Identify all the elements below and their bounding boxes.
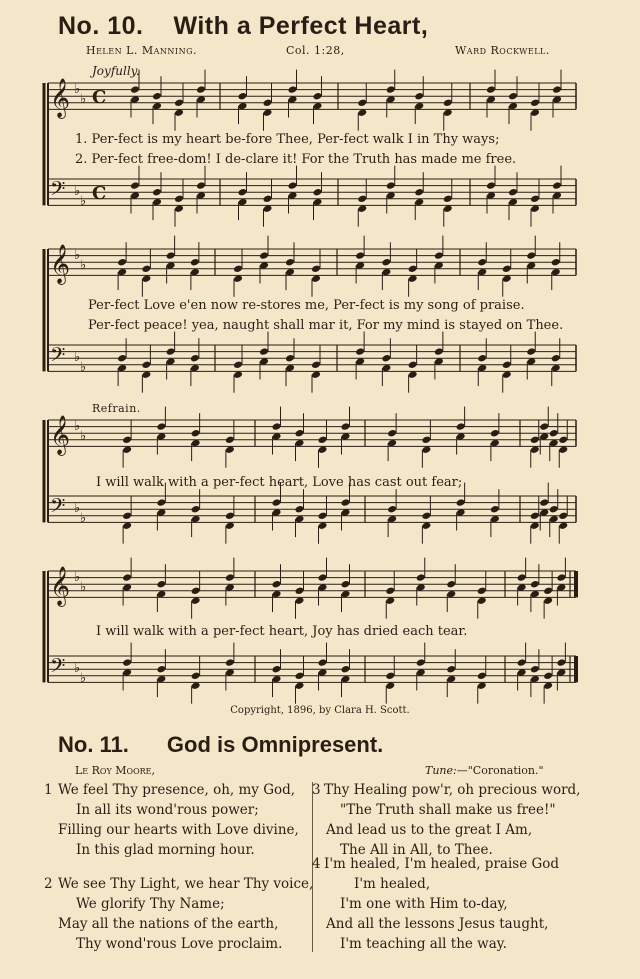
stanza-line: We see Thy Light, we hear Thy voice, bbox=[58, 876, 314, 892]
treble-clef-icon: 𝄞 bbox=[50, 415, 71, 455]
note-head bbox=[272, 498, 282, 507]
stanza-line: "The Truth shall make us free!" bbox=[340, 802, 556, 818]
note-head bbox=[549, 505, 559, 514]
note-head bbox=[502, 265, 512, 274]
flat-icon: ♭ bbox=[74, 248, 81, 263]
note-head bbox=[490, 429, 500, 438]
note-head bbox=[225, 658, 235, 667]
note-head bbox=[263, 99, 273, 108]
note-head bbox=[551, 354, 561, 363]
note-head bbox=[196, 85, 206, 94]
note-head bbox=[386, 85, 396, 94]
note-head bbox=[191, 587, 201, 596]
note-head bbox=[225, 512, 235, 521]
note-head bbox=[551, 258, 561, 267]
note-head bbox=[141, 265, 151, 274]
stanza-line: And all the lessons Jesus taught, bbox=[326, 916, 549, 932]
time-signature: C bbox=[92, 183, 107, 204]
note-head bbox=[285, 258, 295, 267]
refrain-label: Refrain. bbox=[92, 402, 141, 415]
note-head bbox=[552, 85, 562, 94]
note-head bbox=[272, 580, 282, 589]
note-head bbox=[421, 436, 431, 445]
bass-clef-icon: 𝄢 bbox=[50, 343, 66, 371]
note-head bbox=[381, 354, 391, 363]
flat-icon: ♭ bbox=[74, 501, 81, 516]
note-head bbox=[355, 251, 365, 260]
stanza-line: May all the nations of the earth, bbox=[58, 916, 279, 932]
copyright-notice: Copyright, 1896, by Clara H. Scott. bbox=[230, 705, 410, 716]
note-head bbox=[543, 587, 553, 596]
stanza-line: Thy wond'rous Love proclaim. bbox=[76, 936, 283, 952]
flat-icon: ♭ bbox=[80, 360, 87, 375]
note-head bbox=[549, 429, 559, 438]
note-head bbox=[174, 195, 184, 204]
stanza-line: I'm teaching all the way. bbox=[340, 936, 507, 952]
flat-icon: ♭ bbox=[80, 511, 87, 526]
note-head bbox=[122, 658, 132, 667]
lyric-line: 1. Per-fect is my heart be-fore Thee, Per-fect walk I in Thy ways; bbox=[75, 132, 500, 147]
flat-icon: ♭ bbox=[74, 184, 81, 199]
note-head bbox=[539, 422, 549, 431]
note-head bbox=[446, 665, 456, 674]
hymn-number: No. 11. bbox=[58, 732, 129, 757]
scripture-reference: Col. 1:28, bbox=[286, 44, 345, 57]
note-head bbox=[191, 672, 201, 681]
note-head bbox=[443, 99, 453, 108]
lyric-line: Per-fect Love e'en now re-stores me, Per-fect is my song of praise. bbox=[88, 298, 525, 313]
note-head bbox=[490, 505, 500, 514]
flat-icon: ♭ bbox=[80, 671, 87, 686]
note-head bbox=[414, 188, 424, 197]
note-head bbox=[508, 188, 518, 197]
note-head bbox=[122, 573, 132, 582]
flat-icon: ♭ bbox=[74, 661, 81, 676]
note-head bbox=[313, 188, 323, 197]
note-head bbox=[385, 587, 395, 596]
note-head bbox=[414, 92, 424, 101]
note-head bbox=[318, 658, 328, 667]
note-head bbox=[225, 573, 235, 582]
stanza-line: We feel Thy presence, oh, my God, bbox=[58, 782, 296, 798]
treble-clef-icon: 𝄞 bbox=[50, 78, 71, 118]
flat-icon: ♭ bbox=[74, 570, 81, 585]
note-head bbox=[558, 512, 568, 521]
stanza bbox=[44, 874, 313, 954]
note-head bbox=[141, 361, 151, 370]
note-head bbox=[434, 251, 444, 260]
flat-icon: ♭ bbox=[80, 194, 87, 209]
stanza-line: In this glad morning hour. bbox=[76, 842, 255, 858]
note-head bbox=[539, 498, 549, 507]
author-credit: Le Roy Moore, bbox=[75, 764, 155, 777]
note-head bbox=[311, 361, 321, 370]
note-head bbox=[434, 347, 444, 356]
note-head bbox=[477, 354, 487, 363]
note-head bbox=[421, 512, 431, 521]
note-head bbox=[130, 181, 140, 190]
note-head bbox=[272, 422, 282, 431]
flat-icon: ♭ bbox=[80, 580, 87, 595]
note-head bbox=[357, 99, 367, 108]
note-head bbox=[122, 512, 132, 521]
note-head bbox=[552, 181, 562, 190]
stanza-line: Thy Healing pow'r, oh precious word, bbox=[324, 782, 581, 798]
stanza bbox=[44, 780, 299, 860]
stanza-line: We glorify Thy Name; bbox=[76, 896, 225, 912]
note-head bbox=[191, 505, 201, 514]
note-head bbox=[386, 181, 396, 190]
treble-clef-icon: 𝄞 bbox=[50, 566, 71, 606]
stanza-line: I'm healed, I'm healed, praise God bbox=[324, 856, 560, 872]
note-head bbox=[313, 92, 323, 101]
note-head bbox=[152, 188, 162, 197]
time-signature: C bbox=[92, 87, 107, 108]
composer-credit: Ward Rockwell. bbox=[455, 44, 550, 57]
note-head bbox=[311, 265, 321, 274]
note-head bbox=[272, 665, 282, 674]
bass-clef-icon: 𝄢 bbox=[50, 494, 66, 522]
flat-icon: ♭ bbox=[74, 82, 81, 97]
note-head bbox=[443, 195, 453, 204]
flat-icon: ♭ bbox=[74, 350, 81, 365]
flat-icon: ♭ bbox=[80, 92, 87, 107]
note-head bbox=[446, 580, 456, 589]
note-head bbox=[156, 498, 166, 507]
tune-credit bbox=[425, 764, 544, 777]
note-head bbox=[174, 99, 184, 108]
stanza-line: In all its wond'rous power; bbox=[76, 802, 259, 818]
note-head bbox=[355, 347, 365, 356]
note-head bbox=[259, 347, 269, 356]
note-head bbox=[152, 92, 162, 101]
note-head bbox=[233, 361, 243, 370]
note-head bbox=[526, 347, 536, 356]
tune-label: Tune: bbox=[425, 764, 457, 777]
hymn-title bbox=[58, 732, 383, 758]
note-head bbox=[556, 573, 566, 582]
note-head bbox=[166, 347, 176, 356]
hymn-number: No. 10. bbox=[58, 12, 144, 40]
note-head bbox=[295, 429, 305, 438]
bass-clef-icon: 𝄢 bbox=[50, 654, 66, 682]
hymn-title-text: God is Omnipresent. bbox=[166, 732, 384, 757]
note-head bbox=[486, 85, 496, 94]
note-head bbox=[233, 265, 243, 274]
stanza-line: Filling our hearts with Love divine, bbox=[58, 822, 299, 838]
note-head bbox=[408, 361, 418, 370]
note-head bbox=[517, 573, 527, 582]
hymn-title-text: With a Perfect Heart, bbox=[173, 12, 429, 40]
note-head bbox=[387, 505, 397, 514]
bass-clef-icon: 𝄢 bbox=[50, 177, 66, 205]
note-head bbox=[259, 251, 269, 260]
note-head bbox=[263, 195, 273, 204]
note-head bbox=[416, 573, 426, 582]
tune-name: —"Coronation." bbox=[456, 764, 544, 777]
note-head bbox=[130, 85, 140, 94]
note-head bbox=[526, 251, 536, 260]
note-head bbox=[530, 580, 540, 589]
stanza-number: 3 bbox=[312, 782, 321, 798]
note-head bbox=[285, 354, 295, 363]
note-head bbox=[122, 436, 132, 445]
lyric-line: 2. Per-fect free-dom! I de-clare it! For the Truth has made me free. bbox=[75, 152, 517, 167]
note-head bbox=[556, 658, 566, 667]
note-head bbox=[288, 85, 298, 94]
note-head bbox=[502, 361, 512, 370]
note-head bbox=[558, 436, 568, 445]
note-head bbox=[166, 251, 176, 260]
note-head bbox=[508, 92, 518, 101]
note-head bbox=[288, 181, 298, 190]
note-head bbox=[477, 587, 487, 596]
flat-icon: ♭ bbox=[74, 419, 81, 434]
note-head bbox=[295, 672, 305, 681]
lyric-line: I will walk with a per-fect heart, Love has cast out fear; bbox=[96, 475, 463, 490]
stanza bbox=[312, 854, 559, 954]
note-head bbox=[357, 195, 367, 204]
note-head bbox=[530, 436, 540, 445]
note-head bbox=[456, 498, 466, 507]
note-head bbox=[385, 672, 395, 681]
note-head bbox=[117, 258, 127, 267]
note-head bbox=[295, 505, 305, 514]
note-head bbox=[408, 265, 418, 274]
author-credit: Helen L. Manning. bbox=[86, 44, 197, 57]
note-head bbox=[190, 258, 200, 267]
note-head bbox=[543, 672, 553, 681]
tempo-marking: Joyfully. bbox=[92, 64, 140, 78]
note-head bbox=[196, 181, 206, 190]
note-head bbox=[156, 422, 166, 431]
note-head bbox=[517, 658, 527, 667]
note-head bbox=[477, 672, 487, 681]
stanza-line: I'm healed, bbox=[354, 876, 431, 892]
stanza bbox=[312, 780, 580, 860]
stanza-number: 2 bbox=[44, 876, 53, 892]
note-head bbox=[530, 99, 540, 108]
lyric-line: I will walk with a per-fect heart, Joy has dried each tear. bbox=[96, 624, 468, 639]
note-head bbox=[318, 436, 328, 445]
stanza-line: The All in All, to Thee. bbox=[340, 842, 493, 858]
note-head bbox=[381, 258, 391, 267]
note-head bbox=[318, 573, 328, 582]
stanza-number: 4 bbox=[312, 856, 321, 872]
flat-icon: ♭ bbox=[80, 429, 87, 444]
note-head bbox=[341, 498, 351, 507]
note-head bbox=[530, 512, 540, 521]
note-head bbox=[341, 665, 351, 674]
note-head bbox=[190, 354, 200, 363]
note-head bbox=[341, 580, 351, 589]
treble-clef-icon: 𝄞 bbox=[50, 244, 71, 284]
note-head bbox=[530, 665, 540, 674]
note-head bbox=[387, 429, 397, 438]
note-head bbox=[238, 92, 248, 101]
note-head bbox=[318, 512, 328, 521]
note-head bbox=[295, 587, 305, 596]
stanza-line: And lead us to the great I Am, bbox=[326, 822, 533, 838]
note-head bbox=[341, 422, 351, 431]
stanza-number: 1 bbox=[44, 782, 53, 798]
note-head bbox=[238, 188, 248, 197]
stanza-line: I'm one with Him to-day, bbox=[340, 896, 508, 912]
note-head bbox=[486, 181, 496, 190]
flat-icon: ♭ bbox=[80, 258, 87, 273]
note-head bbox=[225, 436, 235, 445]
note-head bbox=[191, 429, 201, 438]
note-head bbox=[530, 195, 540, 204]
note-head bbox=[117, 354, 127, 363]
note-head bbox=[416, 658, 426, 667]
note-head bbox=[477, 258, 487, 267]
note-head bbox=[456, 422, 466, 431]
note-head bbox=[156, 580, 166, 589]
note-head bbox=[156, 665, 166, 674]
lyric-line: Per-fect peace! yea, naught shall mar it, For my mind is stayed on Thee. bbox=[88, 318, 564, 333]
